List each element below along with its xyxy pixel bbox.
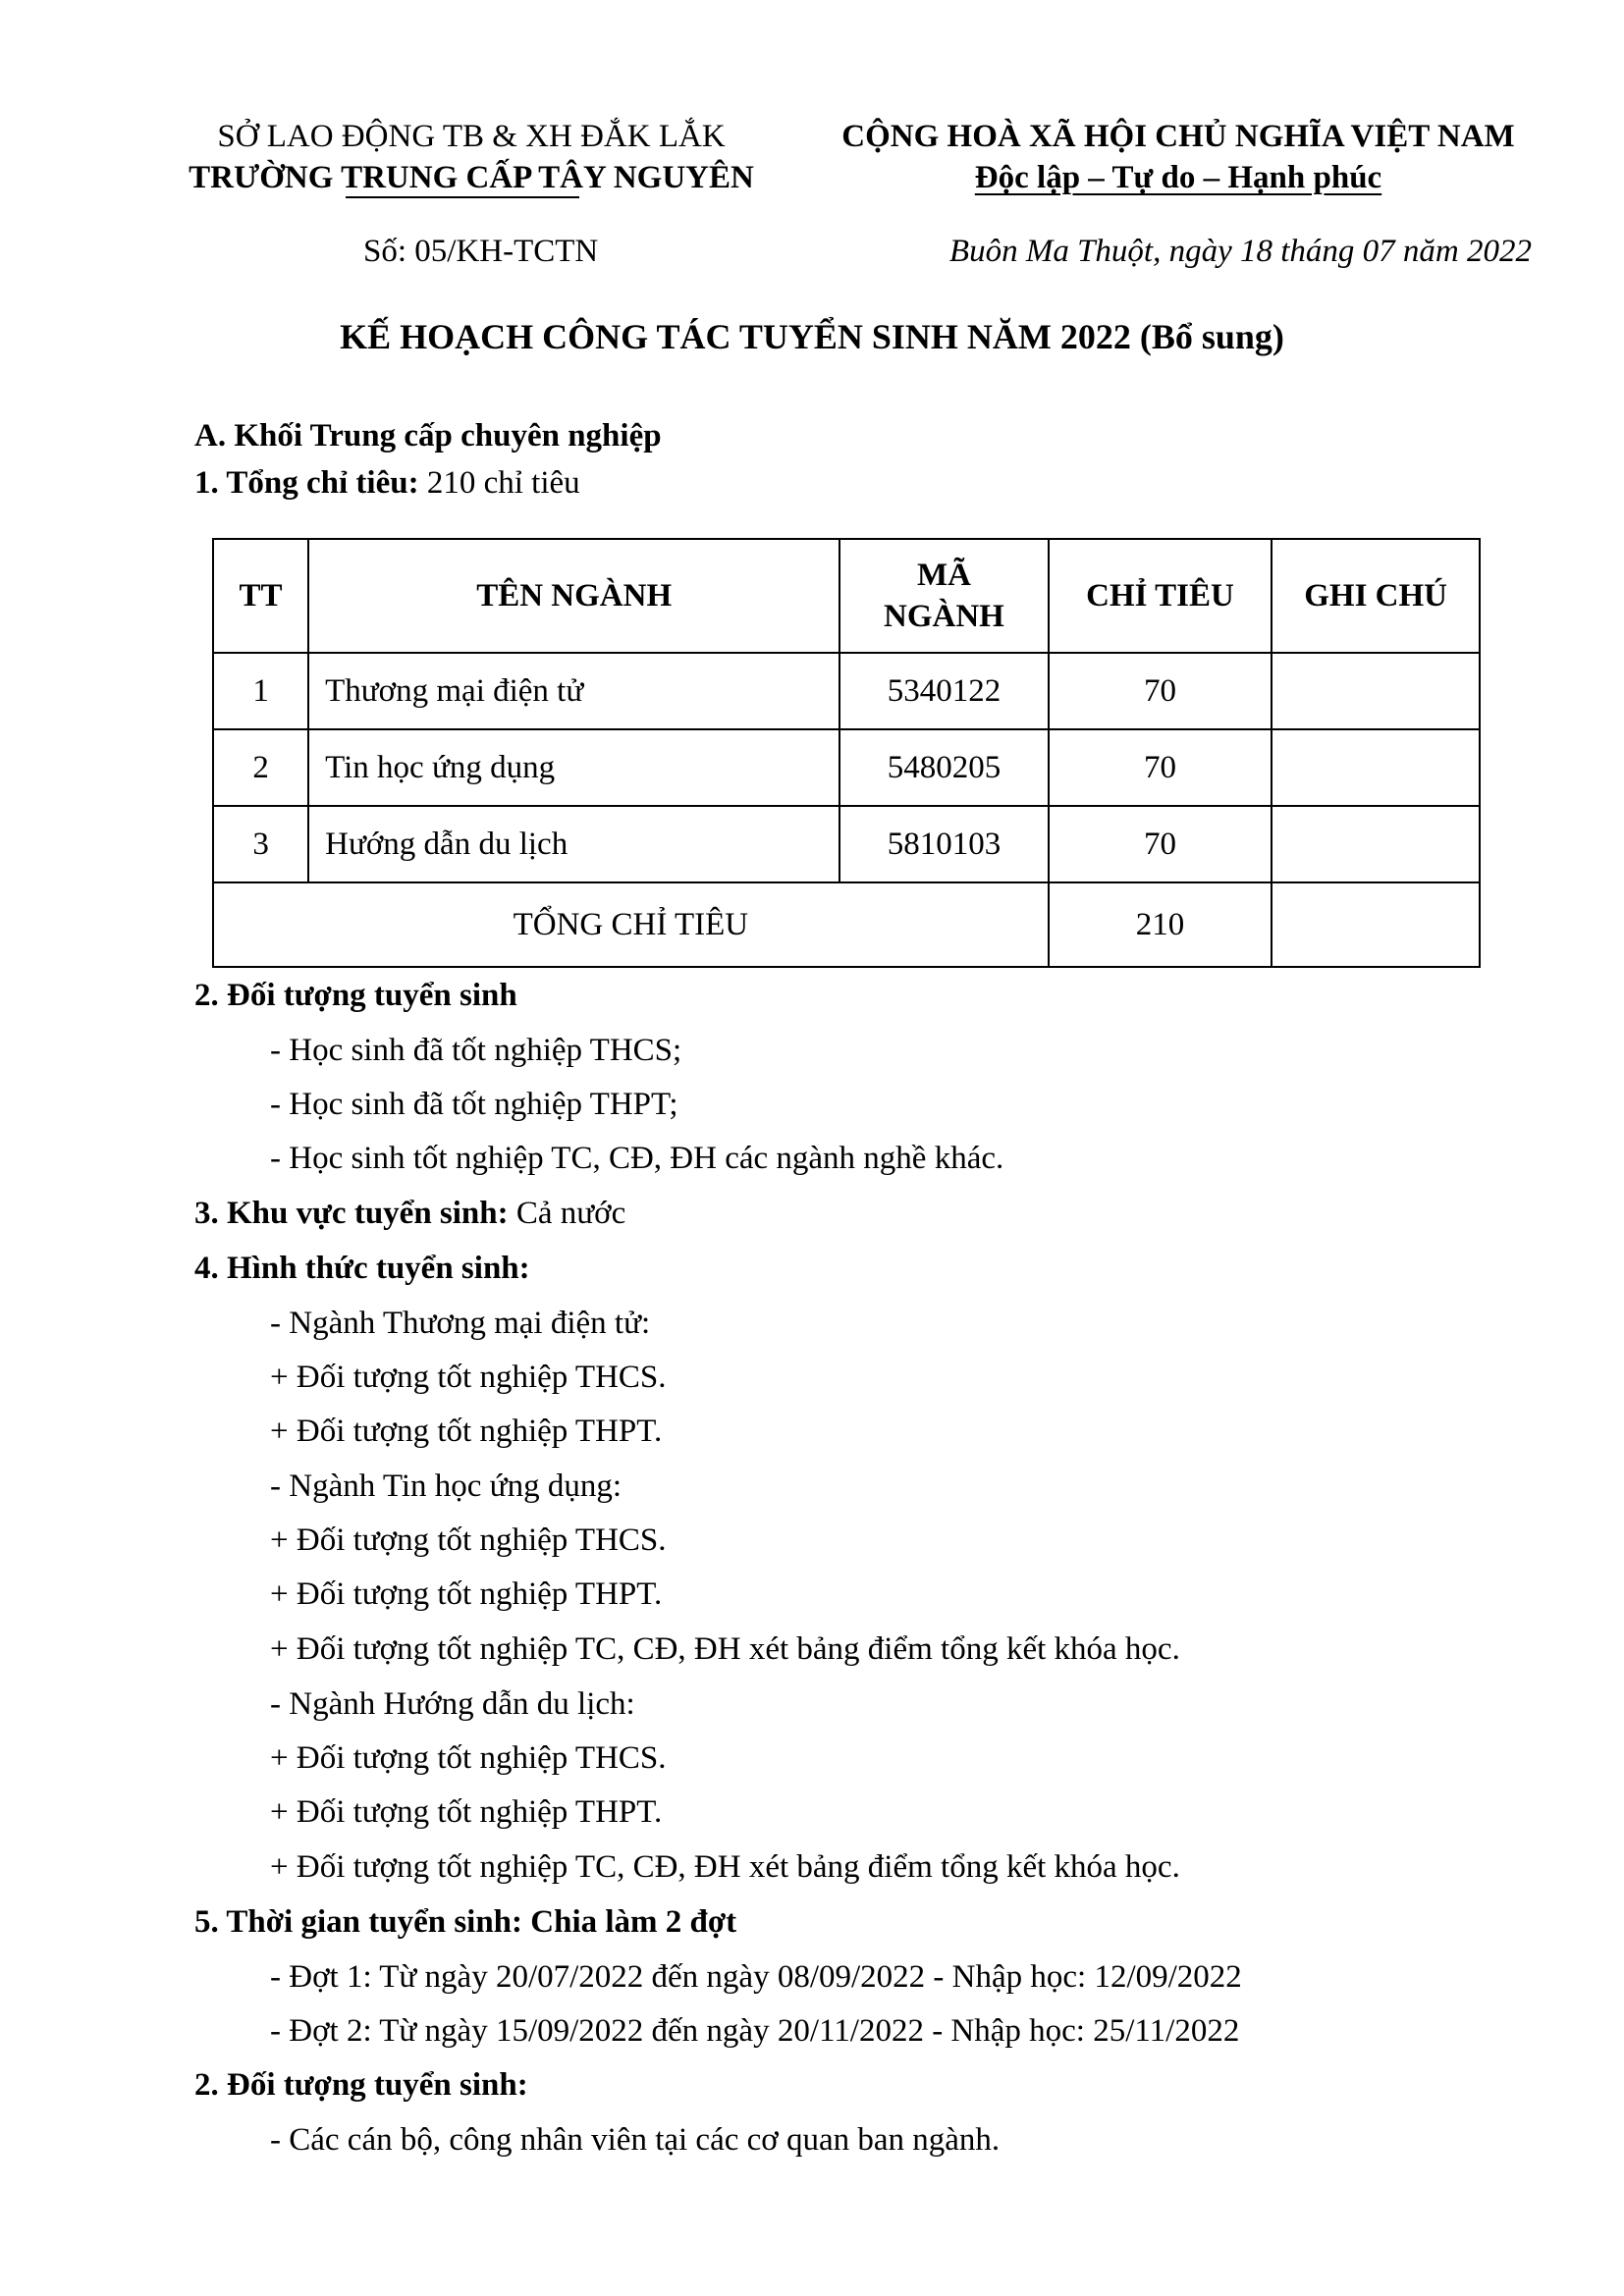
list-item: + Đối tượng tốt nghiệp THCS.: [270, 1740, 667, 1776]
place-date: Buôn Ma Thuột, ngày 18 tháng 07 năm 2022: [948, 234, 1532, 269]
total-quota-line: [194, 465, 580, 502]
section-4-heading: 4. Hình thức tuyển sinh:: [194, 1251, 530, 1286]
row-tt: 3: [213, 806, 308, 882]
national-motto: Độc lập – Tự do – Hạnh phúc: [974, 160, 1382, 195]
header-code-line1: MÃ: [916, 558, 971, 593]
row-code: 5810103: [839, 806, 1049, 882]
row-quota: 70: [1049, 729, 1272, 806]
row-code: 5340122: [839, 653, 1049, 729]
section-a-heading: A. Khối Trung cấp chuyên nghiệp: [194, 418, 662, 454]
row-name: Thương mại điện tử: [308, 653, 839, 729]
list-item: - Ngành Tin học ứng dụng:: [270, 1468, 622, 1504]
national-title-block: [805, 116, 1551, 198]
list-item: - Ngành Thương mại điện tử:: [270, 1306, 651, 1341]
header-name: TÊN NGÀNH: [308, 539, 839, 653]
document-number: Số: 05/KH-TCTN: [363, 234, 599, 269]
issuing-body-block: [157, 116, 785, 198]
row-quota: 70: [1049, 806, 1272, 882]
row-name: Hướng dẫn du lịch: [308, 806, 839, 882]
table-total-row: [213, 882, 1480, 967]
table-header-row: [213, 539, 1480, 653]
list-item: + Đối tượng tốt nghiệp THCS.: [270, 1522, 667, 1558]
quota-table: [212, 538, 1481, 968]
total-quota-label: 1. Tổng chỉ tiêu:: [194, 465, 419, 501]
row-quota: 70: [1049, 653, 1272, 729]
header-quota: CHỈ TIÊU: [1049, 539, 1272, 653]
school-name: TRƯỜNG TRUNG CẤP TÂY NGUYÊN: [189, 160, 754, 195]
country-name: CỘNG HOÀ XÃ HỘI CHỦ NGHĨA VIỆT NAM: [841, 119, 1515, 154]
list-item: + Đối tượng tốt nghiệp THPT.: [270, 1794, 663, 1830]
header-code-line2: NGÀNH: [884, 599, 1004, 634]
table-row: [213, 806, 1480, 882]
section-5-heading: 5. Thời gian tuyển sinh: Chia làm 2 đợt: [194, 1904, 737, 1940]
row-code: 5480205: [839, 729, 1049, 806]
list-item: + Đối tượng tốt nghiệp TC, CĐ, ĐH xét bảng điểm tổng kết khóa học.: [270, 1849, 1180, 1885]
list-item: + Đối tượng tốt nghiệp THPT.: [270, 1414, 663, 1449]
list-item: - Ngành Hướng dẫn du lịch:: [270, 1686, 635, 1722]
row-tt: 2: [213, 729, 308, 806]
header-note: GHI CHÚ: [1272, 539, 1480, 653]
row-name: Tin học ứng dụng: [308, 729, 839, 806]
total-quota-value: 210 chỉ tiêu: [426, 465, 580, 501]
list-item: - Học sinh đã tốt nghiệp THPT;: [270, 1087, 678, 1122]
row-note: [1272, 729, 1480, 806]
section-2-heading: 2. Đối tượng tuyển sinh: [194, 978, 517, 1013]
section-3-line: [194, 1196, 625, 1232]
total-label: TỔNG CHỈ TIÊU: [213, 882, 1049, 967]
section-3-value: Cả nước: [515, 1196, 626, 1231]
row-tt: 1: [213, 653, 308, 729]
row-note: [1272, 806, 1480, 882]
list-item: - Học sinh đã tốt nghiệp THCS;: [270, 1033, 682, 1068]
total-note: [1272, 882, 1480, 967]
list-item: - Các cán bộ, công nhân viên tại các cơ quan ban ngành.: [270, 2122, 1001, 2158]
table-row: [213, 653, 1480, 729]
section-3-label: 3. Khu vực tuyển sinh:: [194, 1196, 509, 1231]
total-value: 210: [1049, 882, 1272, 967]
list-item: + Đối tượng tốt nghiệp THPT.: [270, 1576, 663, 1612]
list-item: + Đối tượng tốt nghiệp THCS.: [270, 1360, 667, 1395]
list-item: - Học sinh tốt nghiệp TC, CĐ, ĐH các ngành nghề khác.: [270, 1141, 1004, 1176]
agency-name: SỞ LAO ĐỘNG TB & XH ĐẮK LẮK: [217, 119, 726, 154]
header-divider: [346, 196, 579, 198]
header-tt: TT: [213, 539, 308, 653]
header-code: [839, 539, 1049, 653]
list-item: - Đợt 2: Từ ngày 15/09/2022 đến ngày 20/11/2022 - Nhập học: 25/11/2022: [270, 2013, 1240, 2049]
list-item: + Đối tượng tốt nghiệp TC, CĐ, ĐH xét bảng điểm tổng kết khóa học.: [270, 1631, 1180, 1667]
list-item: - Đợt 1: Từ ngày 20/07/2022 đến ngày 08/09/2022 - Nhập học: 12/09/2022: [270, 1959, 1242, 1995]
document-title: KẾ HOẠCH CÔNG TÁC TUYỂN SINH NĂM 2022 (Bổ sung): [340, 317, 1284, 356]
table-row: [213, 729, 1480, 806]
section-6-heading: 2. Đối tượng tuyển sinh:: [194, 2067, 528, 2103]
row-note: [1272, 653, 1480, 729]
